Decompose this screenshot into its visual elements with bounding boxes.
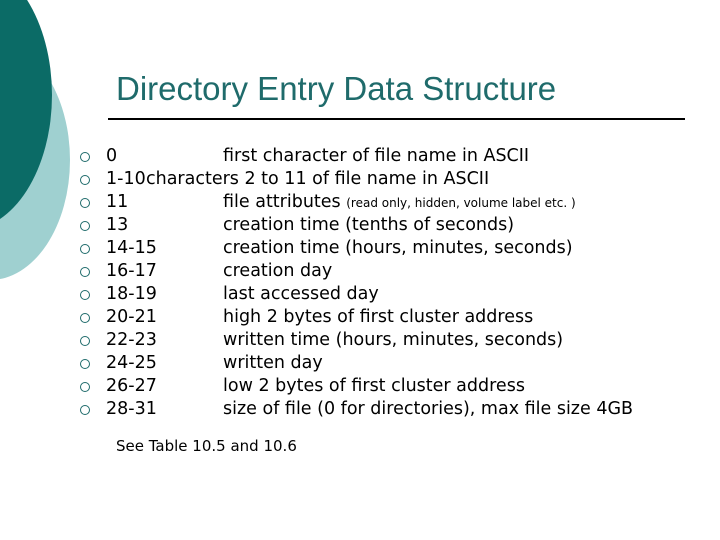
list-item [80, 237, 700, 260]
field-description: creation day [223, 261, 333, 281]
list-item [80, 191, 700, 214]
field-description: characters 2 to 11 of file name in ASCII [146, 169, 490, 189]
field-description-main: file attributes [223, 192, 341, 212]
byte-offset: 18-19 [106, 284, 157, 304]
field-description [223, 191, 576, 215]
bullet-icon [80, 244, 90, 254]
table-reference-note: See Table 10.5 and 10.6 [116, 437, 297, 455]
list-item [80, 283, 700, 306]
bullet-icon [80, 267, 90, 277]
bullet-icon [80, 336, 90, 346]
list-item [80, 168, 700, 191]
byte-offset: 26-27 [106, 376, 157, 396]
bullet-icon [80, 198, 90, 208]
byte-offset: 20-21 [106, 307, 157, 327]
list-item [80, 398, 700, 421]
field-description: high 2 bytes of first cluster address [223, 307, 534, 327]
list-item [80, 329, 700, 352]
byte-offset: 14-15 [106, 238, 157, 258]
bullet-icon [80, 175, 90, 185]
list-item [80, 306, 700, 329]
list-item [80, 145, 700, 168]
bullet-icon [80, 382, 90, 392]
byte-offset: 1-10 [106, 169, 146, 189]
field-description: size of file (0 for directories), max file size 4GB [223, 399, 634, 419]
field-description: written time (hours, minutes, seconds) [223, 330, 564, 350]
byte-offset: 22-23 [106, 330, 157, 350]
field-description: creation time (tenths of seconds) [223, 215, 515, 235]
title-underline [108, 118, 685, 120]
bullet-icon [80, 221, 90, 231]
list-item [80, 352, 700, 375]
list-item [80, 260, 700, 283]
bullet-icon [80, 290, 90, 300]
directory-entry-list [80, 145, 700, 421]
field-description: first character of file name in ASCII [223, 146, 530, 166]
slide-title: Directory Entry Data Structure [116, 70, 557, 107]
bullet-icon [80, 152, 90, 162]
bullet-icon [80, 405, 90, 415]
field-description: last accessed day [223, 284, 379, 304]
byte-offset: 11 [106, 192, 129, 212]
byte-offset: 0 [106, 146, 118, 166]
field-description: creation time (hours, minutes, seconds) [223, 238, 573, 258]
byte-offset: 28-31 [106, 399, 157, 419]
list-item [80, 214, 700, 237]
bullet-icon [80, 359, 90, 369]
bullet-icon [80, 313, 90, 323]
field-description-note: (read only, hidden, volume label etc. ) [346, 196, 576, 210]
field-description: written day [223, 353, 323, 373]
list-item [80, 375, 700, 398]
byte-offset: 13 [106, 215, 129, 235]
byte-offset: 16-17 [106, 261, 157, 281]
byte-offset: 24-25 [106, 353, 157, 373]
field-description: low 2 bytes of first cluster address [223, 376, 525, 396]
